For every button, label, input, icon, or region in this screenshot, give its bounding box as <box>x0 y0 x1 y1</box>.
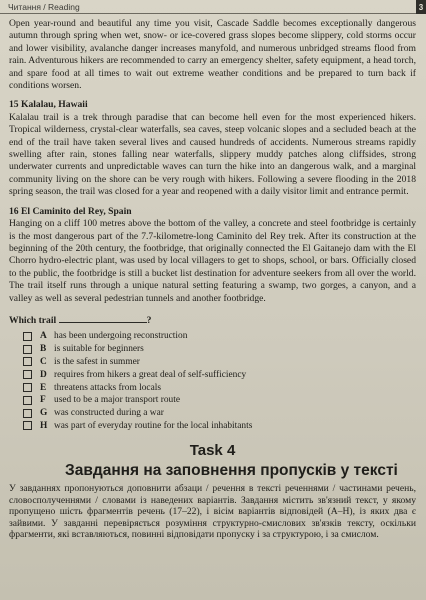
option-text: requires from hikers a great deal of self-sufficiency <box>54 369 247 380</box>
answer-options <box>9 330 416 432</box>
section-text-kalalau: Kalalau trail is a trek through paradise that can become hell even for the most experienced hikers. Tropical wilderness, crystal-clear waterfalls, sea caves, steep volcanic slopes and a secluded beach at the end of the trail have taken several lives and caused hundreds of accidents. Numerous streams rapidly swelling after rain, stones falling near waterfalls, slippery muddy patches along cliffsides, strong underwater currents and unpredictable waves can turn the hike into an dangerous walk, and a marginal community living on the shore can be very rough with hikers. Following a severe flooding in the 2018 spring season, the trail was closed for a year and reopened with a daily visitor limit and entrance permit. <box>9 111 416 198</box>
option-letter: G <box>40 408 48 419</box>
question-prompt <box>9 314 416 327</box>
section-text-caminito: Hanging on a cliff 100 metres above the bottom of the valley, a concrete and steel footbridge is certainly is the most dangerous part of the 7.7-kilometre-long Caminito del Rey trek. After its construction at the beginning of the 20th century, the footbridge, that originally connected the El Gaitanejo dam with the El Chorro hydro-electric plant, was used by local villagers to get to shops, school, or bars. Officially closed to the public, the footbridge is still a bucket list destination for adventure seekers from all over the world. The trail itself runs through a unique natural setting featuring a swamp, two gorges, a canyon, and a valley as well as several pedestrian tunnels and another footbridge. <box>9 218 416 304</box>
option-letter: F <box>40 395 46 406</box>
option-text: is the safest in summer <box>54 356 140 367</box>
page-header <box>0 0 426 14</box>
intro-paragraph: Open year-round and beautiful any time you visit, Cascade Saddle becomes exceptionally dangerous autumn through spring when wet, snow- or ice-covered grass slopes become slippery, cold storms occur and lower visibility, avalanche danger increases manyfold, and numerous unbridged streams flood from rain. Adventurous hikers are recommended to carry an emergency shelter, safety equipment, a head torch, and spare food at all times to wait out extreme weather conditions and be prepared to turn back if conditions worsen. <box>9 18 416 92</box>
header-divider <box>0 13 416 14</box>
answer-blank <box>59 314 147 323</box>
option-text: was constructed during a war <box>54 408 164 419</box>
option-g[interactable] <box>9 407 416 420</box>
option-a[interactable] <box>9 330 416 343</box>
option-e[interactable] <box>9 381 416 394</box>
option-b[interactable] <box>9 343 416 356</box>
option-letter: A <box>40 331 47 342</box>
checkbox[interactable] <box>23 370 32 379</box>
option-f[interactable] <box>9 394 416 407</box>
option-letter: B <box>40 344 47 355</box>
question-prefix: Which trail <box>9 314 57 326</box>
task-title: Task 4 <box>189 442 236 460</box>
checkbox[interactable] <box>23 357 32 366</box>
option-d[interactable] <box>9 368 416 381</box>
option-text: is suitable for beginners <box>54 344 144 355</box>
option-h[interactable] <box>9 420 416 433</box>
question-suffix: ? <box>146 314 152 326</box>
checkbox[interactable] <box>23 383 32 392</box>
option-c[interactable] <box>9 356 416 369</box>
task-subtitle: Завдання на заповнення пропусків у тексті <box>65 462 398 480</box>
section-title-kalalau: 15 Kalalau, Hawaii <box>9 99 88 111</box>
page-number-tab: 3 <box>416 0 426 14</box>
option-text: was part of everyday routine for the local inhabitants <box>54 420 253 431</box>
checkbox[interactable] <box>23 421 32 430</box>
option-letter: H <box>40 420 48 431</box>
section-label: Читання / Reading <box>8 2 80 12</box>
page-content <box>0 14 426 540</box>
option-letter: D <box>40 369 47 380</box>
option-letter: E <box>40 382 47 393</box>
section-title-caminito: 16 El Caminito del Rey, Spain <box>9 205 132 217</box>
checkbox[interactable] <box>23 409 32 418</box>
option-text: used to be a major transport route <box>54 395 181 406</box>
option-letter: C <box>40 356 47 367</box>
checkbox[interactable] <box>23 345 32 354</box>
checkbox[interactable] <box>23 332 32 341</box>
option-text: has been undergoing reconstruction <box>54 331 188 342</box>
option-text: threatens attacks from locals <box>54 382 161 393</box>
task-instructions: У завданнях пропонуються доповнити абзаци / речення в тексті реченнями / частинами речень, словосполученнями / словами із наведених варіантів. Завдання містить зв'язний текст, у якому пропущено шість фрагментів речень (17–22), і вісім варіантів відповідей (A–H), із яких два є зайвими. У завданні перевіряється розуміння структурно-смислових зв'язків тексту, оскільки фрагменти, які вставляються, повинні відповідати пропуску і за структурою, і за смислом. <box>9 483 416 540</box>
checkbox[interactable] <box>23 396 32 405</box>
